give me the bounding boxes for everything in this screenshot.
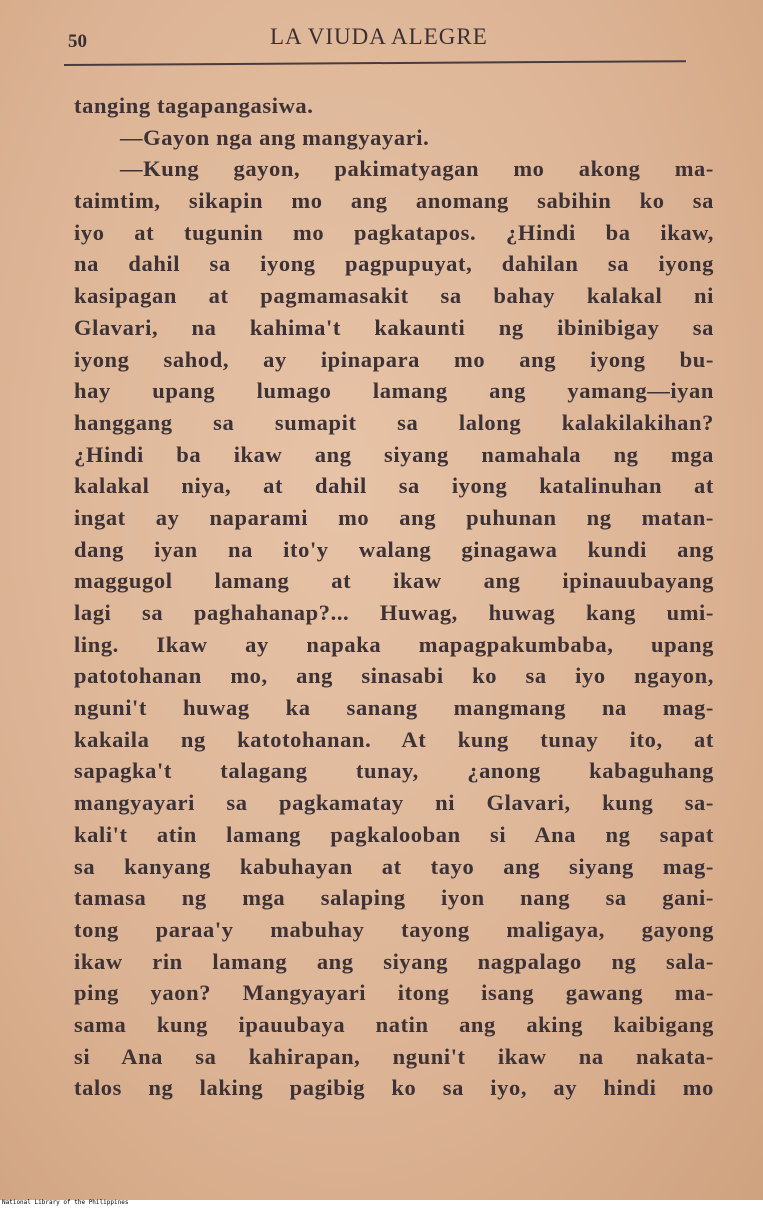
text-line: ¿Hindi ba ikaw ang siyang namahala ng mga xyxy=(74,441,714,467)
text-line: hanggang sa sumapit sa lalong kalakilakihan? xyxy=(74,409,714,435)
text-line: ping yaon? Mangyayari itong isang gawang ma- xyxy=(74,980,714,1006)
library-credit: National Library of the Philippines xyxy=(2,1199,129,1206)
page-header xyxy=(66,22,696,62)
text-line: sama kung ipauubaya natin ang aking kaibigang xyxy=(74,1011,714,1037)
text-line: ikaw rin lamang ang siyang nagpalago ng sala- xyxy=(74,948,714,974)
text-line: patotohanan mo, ang sinasabi ko sa iyo ngayon, xyxy=(74,663,714,689)
body-text xyxy=(74,90,714,1104)
text-line: ling. Ikaw ay napaka mapagpakumbaba, upang xyxy=(74,631,714,657)
text-line: sa kanyang kabuhayan at tayo ang siyang mag- xyxy=(74,853,714,879)
running-title: LA VIUDA ALEGRE xyxy=(270,24,488,49)
scan-footer xyxy=(0,1200,763,1208)
text-line: iyong sahod, ay ipinapara mo ang iyong bu- xyxy=(74,346,714,372)
text-line: kasipagan at pagmamasakit sa bahay kalakal ni xyxy=(74,283,714,309)
text-line: iyo at tugunin mo pagkatapos. ¿Hindi ba ikaw, xyxy=(74,219,714,245)
text-line: kakaila ng katotohanan. At kung tunay ito, at xyxy=(74,726,714,752)
text-line: taimtim, sikapin mo ang anomang sabihin ko sa xyxy=(74,188,714,214)
text-line: mangyayari sa pagkamatay ni Glavari, kung sa- xyxy=(74,790,714,816)
text-line: kali't atin lamang pagkalooban si Ana ng sapat xyxy=(74,821,714,847)
text-line: lagi sa paghahanap?... Huwag, huwag kang umi- xyxy=(74,600,714,625)
text-line: —Gayon nga ang mangyayari. xyxy=(120,124,430,150)
text-line: dang iyan na ito'y walang ginagawa kundi ang xyxy=(74,536,714,562)
text-line: na dahil sa iyong pagpupuyat, dahilan sa iyong xyxy=(74,251,714,277)
text-line: tamasa ng mga salaping iyon nang sa gani- xyxy=(74,885,714,911)
page-number: 50 xyxy=(68,31,87,52)
text-line: ingat ay naparami mo ang puhunan ng matan- xyxy=(74,504,714,530)
text-line: tanging tagapangasiwa. xyxy=(74,93,314,118)
text-line: talos ng laking pagibig ko sa iyo, ay hindi mo xyxy=(74,1075,714,1101)
text-line: nguni't huwag ka sanang mangmang na mag- xyxy=(74,695,714,721)
text-line: sapagka't talagang tunay, ¿anong kabaguhang xyxy=(74,758,714,784)
text-line: maggugol lamang at ikaw ang ipinauubayang xyxy=(74,568,714,594)
text-line: hay upang lumago lamang ang yamang—iyan xyxy=(74,378,714,404)
text-line: tong paraa'y mabuhay tayong maligaya, gayong xyxy=(74,916,714,942)
text-line: si Ana sa kahirapan, nguni't ikaw na nakata- xyxy=(74,1043,714,1069)
text-line: Glavari, na kahima't kakaunti ng ibinibigay sa xyxy=(74,314,714,340)
text-line: kalakal niya, at dahil sa iyong katalinuhan at xyxy=(74,473,714,499)
text-line: —Kung gayon, pakimatyagan mo akong ma- xyxy=(120,156,714,182)
